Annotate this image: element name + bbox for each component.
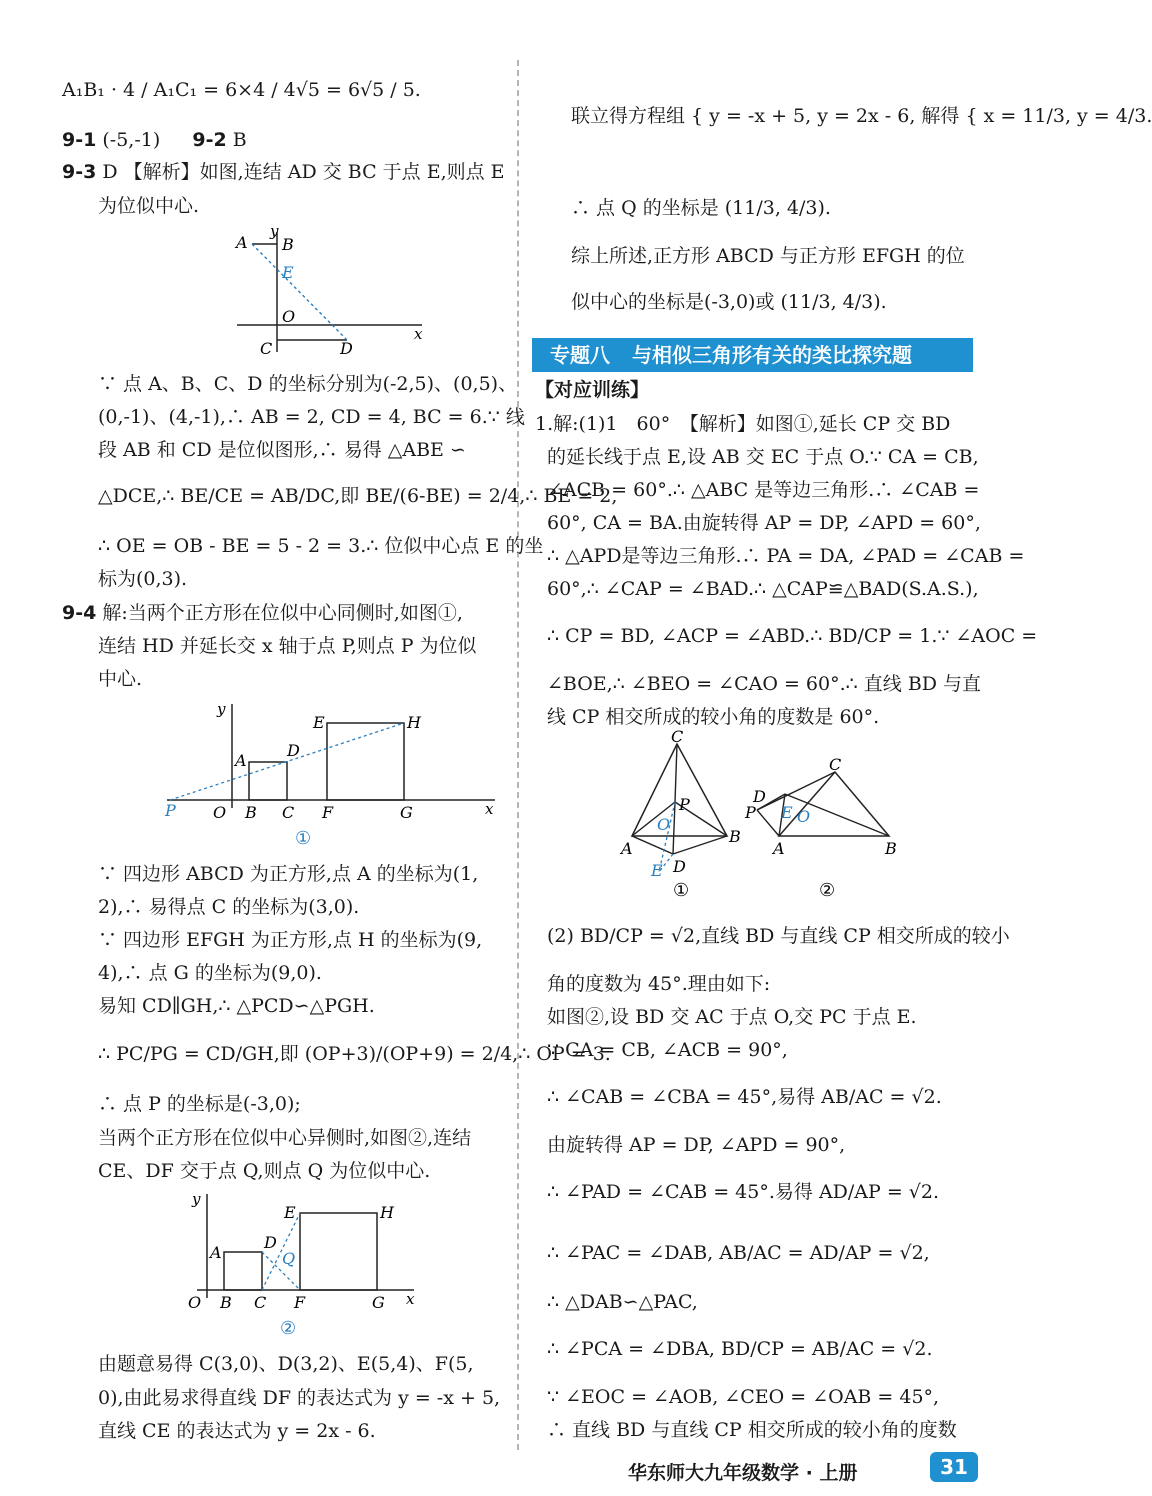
svg-text:P: P xyxy=(745,803,756,822)
svg-text:C: C xyxy=(260,339,273,358)
q9-4-end-2: 0),由此易求得直线 DF 的表达式为 y = -x + 5, xyxy=(98,1387,501,1409)
figure-9-4-1 xyxy=(157,696,502,854)
svg-text:B: B xyxy=(282,235,294,254)
q9-4-text-6: ∴ PC/PG = CD/GH,即 (OP+3)/(OP+9) = 2/4,∴ OP = 3. xyxy=(98,1043,611,1065)
svg-text:y: y xyxy=(217,700,226,718)
q9-4-text-4: 4),∴ 点 G 的坐标为(9,0). xyxy=(98,962,322,984)
column-divider xyxy=(517,60,519,1450)
q9-3-text-5: ∴ OE = OB - BE = 5 - 2 = 3.∴ 位似中心点 E 的坐 xyxy=(98,535,544,557)
svg-text:O: O xyxy=(213,803,227,822)
q9-3-text-4: △DCE,∴ BE/CE = AB/DC,即 BE/(6-BE) = 2/4,∴ BE = 2, xyxy=(98,485,618,507)
p1-line-9: 线 CP 相交所成的较小角的度数是 60°. xyxy=(547,706,880,728)
p1-line-4: 60°, CA = BA.由旋转得 AP = DP, ∠APD = 60°, xyxy=(547,512,981,534)
figure-problem-1 xyxy=(617,727,907,902)
svg-text:P: P xyxy=(165,801,176,820)
svg-text:A: A xyxy=(621,839,633,858)
q9-4-text-2: 2),∴ 易得点 C 的坐标为(3,0). xyxy=(98,896,360,918)
q9-4-text-8: 当两个正方形在位似中心异侧时,如图②,连结 xyxy=(98,1127,472,1149)
svg-text:O: O xyxy=(188,1293,202,1312)
svg-text:A: A xyxy=(236,233,248,252)
svg-text:D: D xyxy=(753,787,766,806)
p1-line-5: ∴ △APD是等边三角形.∴ PA = DA, ∠PAD = ∠CAB = xyxy=(547,545,1025,567)
p2-line-2: 角的度数为 45°.理由如下: xyxy=(547,973,771,995)
q9-4-end-3: 直线 CE 的表达式为 y = 2x - 6. xyxy=(98,1420,376,1442)
p2-line-6: 由旋转得 AP = DP, ∠APD = 90°, xyxy=(547,1134,846,1156)
svg-text:C: C xyxy=(254,1293,267,1312)
q9-4-text-3: ∵ 四边形 EFGH 为正方形,点 H 的坐标为(9, xyxy=(98,929,483,951)
svg-text:x: x xyxy=(414,325,423,343)
square-efgh-2 xyxy=(300,1213,377,1290)
summary-line-1: 综上所述,正方形 ABCD 与正方形 EFGH 的位 xyxy=(571,245,965,267)
svg-text:C: C xyxy=(829,755,842,774)
p1-line-2: 的延长线于点 E,设 AB 交 EC 于点 O.∵ CA = CB, xyxy=(547,446,979,468)
q9-3-text-2: (0,-1)、(4,-1),∴ AB = 2, CD = 4, BC = 6.∵ 线 xyxy=(98,406,525,428)
svg-text:A: A xyxy=(210,1243,222,1262)
svg-text:O: O xyxy=(797,807,811,826)
q9-4-line-2: 连结 HD 并延长交 x 轴于点 P,则点 P 为位似 xyxy=(98,635,477,657)
p2-line-1: (2) BD/CP = √2,直线 BD 与直线 CP 相交所成的较小 xyxy=(547,925,1010,947)
square-efgh xyxy=(327,723,404,800)
svg-text:①: ① xyxy=(673,880,690,901)
q9-4-line-3: 中心. xyxy=(98,668,143,690)
svg-text:F: F xyxy=(322,803,334,822)
svg-text:E: E xyxy=(781,803,793,822)
svg-text:D: D xyxy=(673,857,686,876)
p2-line-4: ∵ CA = CB, ∠ACB = 90°, xyxy=(547,1039,788,1061)
p1-line-1: 1.解:(1)1 60° 【解析】如图①,延长 CP 交 BD xyxy=(535,413,951,435)
equation-system: 联立得方程组 { y = -x + 5, y = 2x - 6, 解得 { x = 11/3, y = 4/3. xyxy=(571,105,1152,127)
q9-3-text-6: 标为(0,3). xyxy=(98,568,188,590)
p1-line-6: 60°,∴ ∠CAP = ∠BAD.∴ △CAP≌△BAD(S.A.S.), xyxy=(547,578,979,600)
svg-text:E: E xyxy=(313,713,325,732)
page-number: 31 xyxy=(930,1452,978,1482)
p2-line-10: ∴ ∠PCA = ∠DBA, BD/CP = AB/AC = √2. xyxy=(547,1338,933,1360)
svg-text:D: D xyxy=(287,741,300,760)
svg-text:D: D xyxy=(264,1233,277,1252)
q9-4-line-1: 9-4 解:当两个正方形在位似中心同侧时,如图①, xyxy=(62,602,463,624)
q9-4-text-9: CE、DF 交于点 Q,则点 Q 为位似中心. xyxy=(98,1160,431,1182)
p1-line-7: ∴ CP = BD, ∠ACP = ∠ABD.∴ BD/CP = 1.∵ ∠AOC = xyxy=(547,625,1038,647)
topic-banner: 专题八 与相似三角形有关的类比探究题 xyxy=(532,338,973,372)
svg-text:②: ② xyxy=(280,1318,297,1339)
svg-text:O: O xyxy=(657,815,671,834)
svg-text:E: E xyxy=(282,263,294,282)
svg-text:E: E xyxy=(284,1203,296,1222)
q9-4-text-5: 易知 CD∥GH,∴ △PCD∽△PGH. xyxy=(98,995,375,1017)
svg-text:B: B xyxy=(729,827,741,846)
svg-text:P: P xyxy=(679,795,690,814)
p1-line-3: ∠ACB = 60°.∴ △ABC 是等边三角形.∴ ∠CAB = xyxy=(547,479,980,501)
subhead: 【对应训练】 xyxy=(535,379,650,401)
svg-text:F: F xyxy=(294,1293,306,1312)
svg-text:B: B xyxy=(245,803,257,822)
svg-text:x: x xyxy=(406,1290,415,1308)
p2-line-11: ∵ ∠EOC = ∠AOB, ∠CEO = ∠OAB = 45°, xyxy=(547,1386,940,1408)
p2-line-9: ∴ △DAB∽△PAC, xyxy=(547,1291,698,1313)
svg-text:A: A xyxy=(773,839,785,858)
p2-line-7: ∴ ∠PAD = ∠CAB = 45°.易得 AD/AP = √2. xyxy=(547,1181,940,1203)
svg-text:B: B xyxy=(885,839,897,858)
svg-text:①: ① xyxy=(295,828,312,849)
q9-4-text-7: ∴ 点 P 的坐标是(-3,0); xyxy=(98,1093,301,1115)
q9-3-text-3: 段 AB 和 CD 是位似图形,∴ 易得 △ABE ∽ xyxy=(98,439,466,461)
p2-line-8: ∴ ∠PAC = ∠DAB, AB/AC = AD/AP = √2, xyxy=(547,1242,930,1264)
svg-text:E: E xyxy=(651,861,663,880)
svg-text:G: G xyxy=(400,803,413,822)
q9-4-end-1: 由题意易得 C(3,0)、D(3,2)、E(5,4)、F(5, xyxy=(98,1353,474,1375)
p2-line-5: ∴ ∠CAB = ∠CBA = 45°,易得 AB/AC = √2. xyxy=(547,1086,942,1108)
q-coordinate: ∴ 点 Q 的坐标是 (11/3, 4/3). xyxy=(571,197,831,219)
triangle-abc-2 xyxy=(779,772,889,836)
svg-text:H: H xyxy=(407,713,421,732)
figure-9-3 xyxy=(232,222,432,362)
svg-text:C: C xyxy=(671,727,684,746)
svg-text:A: A xyxy=(235,751,247,770)
svg-text:O: O xyxy=(282,307,296,326)
figure-9-4-2 xyxy=(182,1186,422,1344)
q9-3-line-1: 9-3 D 【解析】如图,连结 AD 交 BC 于点 E,则点 E xyxy=(62,161,505,183)
svg-text:y: y xyxy=(192,1190,201,1208)
p1-line-8: ∠BOE,∴ ∠BEO = ∠CAO = 60°.∴ 直线 BD 与直 xyxy=(547,673,982,695)
triangle-abc xyxy=(632,744,727,836)
svg-text:B: B xyxy=(220,1293,232,1312)
svg-text:Q: Q xyxy=(282,1249,296,1268)
p2-line-12: ∴ 直线 BD 与直线 CP 相交所成的较小角的度数 xyxy=(547,1419,957,1441)
svg-text:G: G xyxy=(372,1293,385,1312)
q9-4-text-1: ∵ 四边形 ABCD 为正方形,点 A 的坐标为(1, xyxy=(98,863,479,885)
svg-text:y: y xyxy=(270,222,279,240)
svg-text:②: ② xyxy=(819,880,836,901)
square-abcd-2 xyxy=(224,1252,262,1290)
svg-text:x: x xyxy=(485,800,494,818)
q9-1-line: 9-1 (-5,-1) 9-2 B xyxy=(62,129,247,151)
q9-3-text-1: ∵ 点 A、B、C、D 的坐标分别为(-2,5)、(0,5)、 xyxy=(98,373,518,395)
footer-title: 华东师大九年级数学 · 上册 xyxy=(628,1462,858,1484)
q9-3-line-2: 为位似中心. xyxy=(98,195,200,217)
summary-line-2: 似中心的坐标是(-3,0)或 (11/3, 4/3). xyxy=(571,291,887,313)
svg-text:C: C xyxy=(282,803,295,822)
p2-line-3: 如图②,设 BD 交 AC 于点 O,交 PC 于点 E. xyxy=(547,1006,917,1028)
svg-text:D: D xyxy=(340,339,353,358)
top-formula: A₁B₁ · 4 / A₁C₁ = 6×4 / 4√5 = 6√5 / 5. xyxy=(62,79,421,101)
svg-text:H: H xyxy=(380,1203,394,1222)
